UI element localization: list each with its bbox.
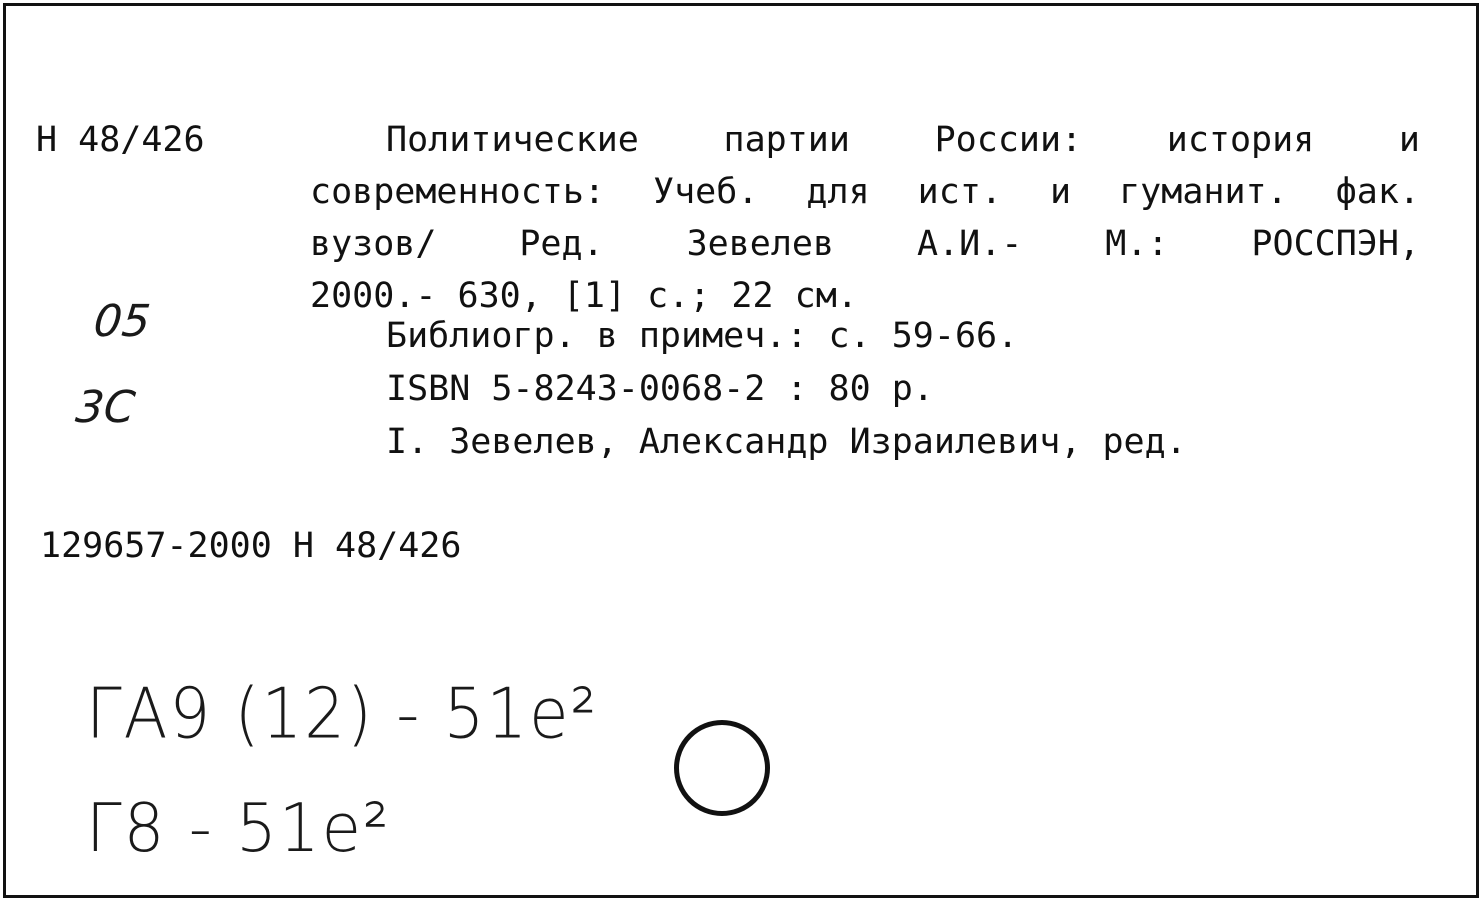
- accession-number: 129657-2000 Н 48/426: [40, 526, 462, 566]
- editor-tracing: I. Зевелев, Александр Израилевич, ред.: [386, 422, 1187, 462]
- hole-punch-circle: [674, 720, 770, 816]
- handwritten-classification: ГА9 (12) - 51e²: [86, 675, 599, 755]
- handwritten-mark: 3C: [73, 382, 138, 433]
- catalog-card: [3, 3, 1479, 898]
- description-line: вузов/ Ред. Зевелев А.И.- М.: РОССПЭН,: [310, 224, 1420, 264]
- handwritten-classification: Г8 - 51e²: [86, 790, 391, 868]
- bibliography-note: Библиогр. в примеч.: с. 59-66.: [386, 316, 1019, 356]
- description-line: 2000.- 630, [1] с.; 22 см.: [310, 276, 858, 316]
- description-line: современность: Учеб. для ист. и гуманит. фак.: [310, 172, 1420, 212]
- description-line: Политические партии России: история и: [386, 120, 1420, 160]
- notes-block: [386, 310, 1187, 469]
- bibliographic-description: [310, 114, 1420, 322]
- handwritten-mark: 05: [91, 296, 153, 347]
- isbn-price: ISBN 5-8243-0068-2 : 80 р.: [386, 369, 934, 409]
- shelfmark: Н 48/426: [36, 120, 205, 160]
